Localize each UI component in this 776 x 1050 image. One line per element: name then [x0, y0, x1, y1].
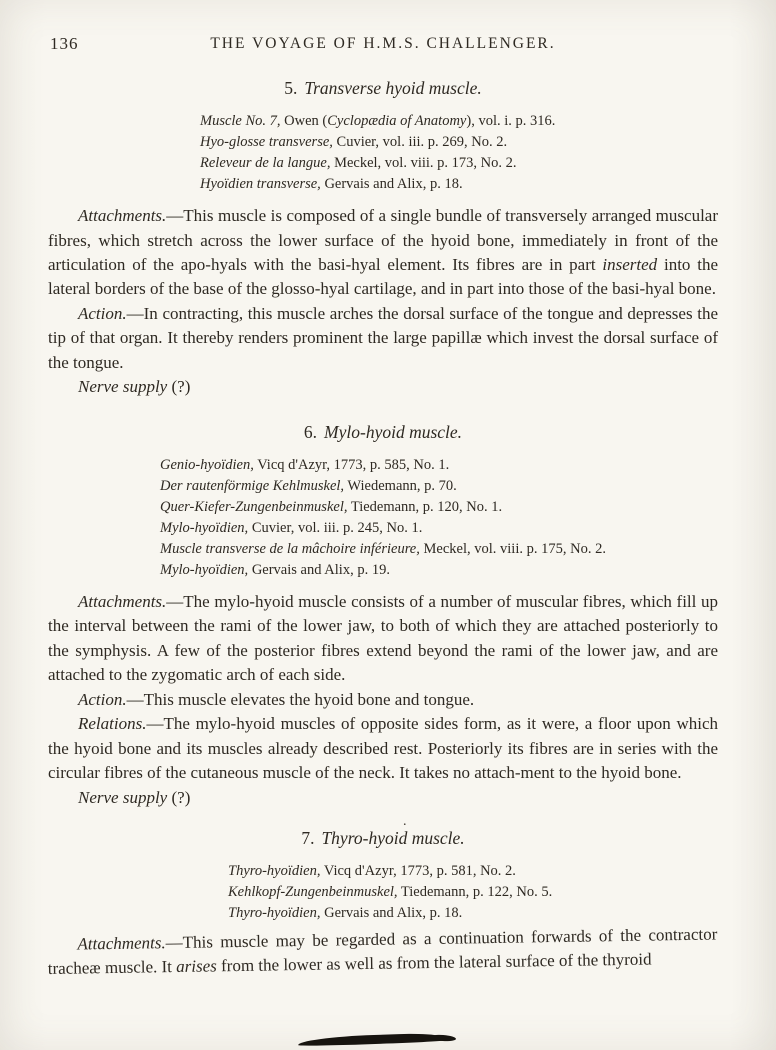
- section-thyro-hyoid: [48, 828, 718, 982]
- section-heading: [48, 828, 718, 849]
- paragraph-action: Action.—In contracting, this muscle arches the dorsal surface of the tongue and depresses the tip of that organ. It thereby renders prominent the large papillæ which invest the dorsal surface of the tongue.: [48, 303, 718, 372]
- citation-line: Mylo-hyoïdien, Cuvier, vol. iii. p. 245, No. 1.: [160, 519, 423, 536]
- paragraph-nerve-supply: Nerve supply (?): [78, 787, 191, 807]
- running-title: THE VOYAGE OF H.M.S. CHALLENGER.: [210, 35, 556, 52]
- scan-ink-smudge: [298, 1032, 450, 1046]
- citation-line: Genio-hyoïdien, Vicq d'Azyr, 1773, p. 585, No. 1.: [160, 456, 450, 473]
- citation-line: Mylo-hyoïdien, Gervais and Alix, p. 19.: [160, 561, 390, 578]
- paragraph-attachments: Attachments.—This muscle is composed of a single bundle of transversely arranged muscular fibres, which stretch across the lower surface of the hyoid bone, immediately in front of the articulation of the apo-hyals with the basi-hyal element. Its fibres are in part inserted into the lateral borders of the base of the glosso-hyal cartilage, and in part into those of the basi-hyal bone.: [48, 206, 718, 299]
- section-number: 7.: [301, 828, 315, 849]
- print-speck: .: [403, 814, 407, 829]
- page-number: 136: [50, 34, 79, 53]
- citation-line: Releveur de la langue, Meckel, vol. viii. p. 173, No. 2.: [200, 155, 517, 172]
- paragraph-attachments: Attachments.—This muscle may be regarded as a continuation forwards of the contractor tracheæ muscle. It arises from the lower as well as from the lateral surface of the thyroid: [47, 924, 718, 979]
- section-title: Thyro-hyoid muscle.: [321, 828, 465, 849]
- section-number: 6.: [303, 421, 318, 442]
- section-title: Mylo-hyoid muscle.: [324, 421, 463, 442]
- section-number: 5.: [284, 78, 298, 98]
- citation-line: Quer-Kiefer-Zungenbeinmuskel, Tiedemann, p. 120, No. 1.: [160, 498, 503, 515]
- section-mylo-hyoid: [48, 422, 718, 810]
- paragraph-relations: Relations.—The mylo-hyoid muscles of opposite sides form, as it were, a floor upon which the hyoid bone and its muscles already described rest. Posteriorly its fibres are in series with the circular fibres of the cutaneous muscle of the neck. It takes no attach-ment to the hyoid bone.: [48, 714, 718, 783]
- citation-line: Hyoïdien transverse, Gervais and Alix, p. 18.: [200, 176, 463, 193]
- citation-line: Thyro-hyoïdien, Vicq d'Azyr, 1773, p. 581, No. 2.: [228, 863, 516, 880]
- paragraph-nerve-supply: Nerve supply (?): [78, 377, 191, 397]
- section-heading: [48, 78, 718, 99]
- citation-line: Hyo-glosse transverse, Cuvier, vol. iii. p. 269, No. 2.: [200, 134, 508, 151]
- section-heading: [48, 422, 718, 443]
- section-transverse-hyoid: [48, 78, 718, 400]
- page-header: [48, 34, 718, 58]
- citation-block: [48, 111, 718, 195]
- section-title: Transverse hyoid muscle.: [304, 78, 482, 98]
- citation-block: [48, 455, 718, 581]
- paragraph-attachments: Attachments.—The mylo-hyoid muscle consists of a number of muscular fibres, which fill up the interval between the rami of the lower jaw, to both of which they are attached posteriorly to the symphysis. A few of the posterior fibres extend beyond the rami of the lower jaw, and are attached to the zygomatic arch of each side.: [48, 591, 718, 685]
- citation-line: Der rautenförmige Kehlmuskel, Wiedemann, p. 70.: [160, 477, 457, 494]
- citation-line: Muscle No. 7, Owen (Cyclopædia of Anatomy), vol. i. p. 316.: [200, 113, 556, 129]
- citation-line: Thyro-hyoïdien, Gervais and Alix, p. 18.: [228, 905, 463, 922]
- paragraph-action: Action.—This muscle elevates the hyoid bone and tongue.: [78, 689, 475, 709]
- citation-line: Kehlkopf-Zungenbeinmuskel, Tiedemann, p. 122, No. 5.: [228, 884, 553, 901]
- citation-line: Muscle transverse de la mâchoire inférieure, Meckel, vol. viii. p. 175, No. 2.: [160, 540, 606, 557]
- citation-block: [48, 861, 718, 924]
